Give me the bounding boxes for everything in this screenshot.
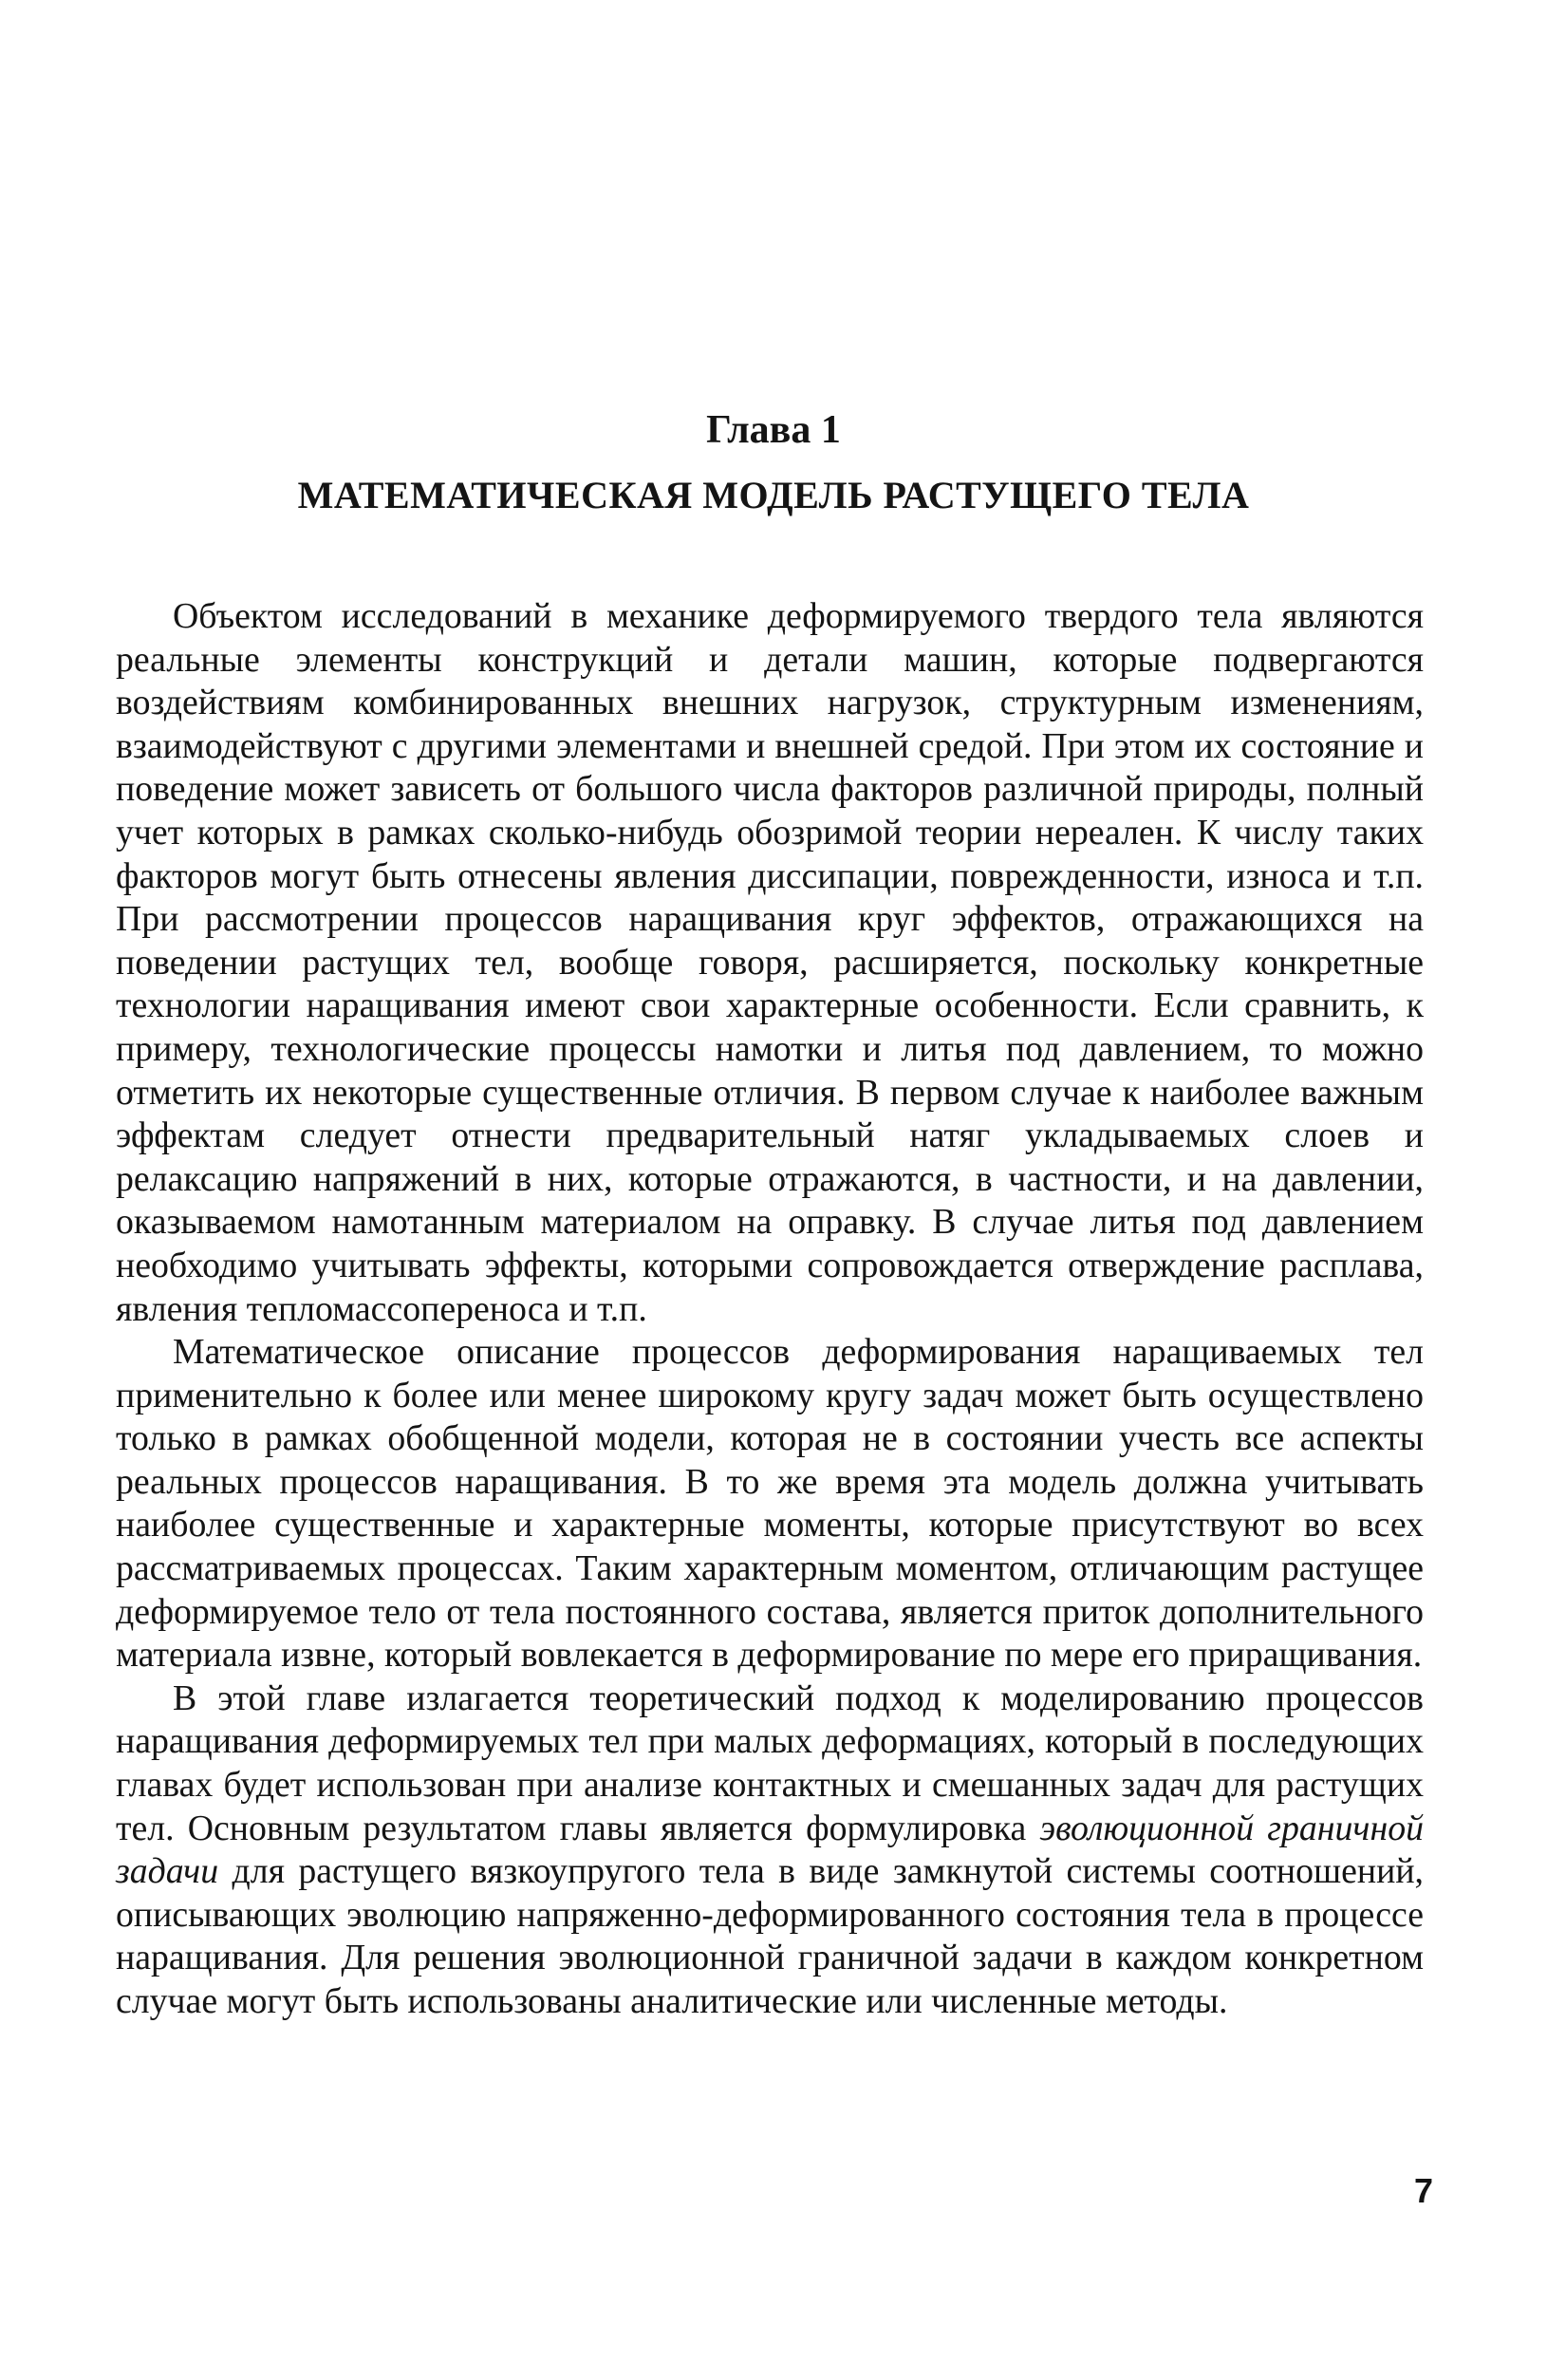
body-text — [116, 595, 1424, 2024]
paragraph-3-emphasis: эволюционной граничной задачи — [116, 1808, 1424, 1892]
paragraph-3-text-end: для растущего вязкоупругого тела в виде замкнутой системы соотношений, описывающих эволюцию напряженно-деформированного состояния тела в процессе наращивания. Для решения эволюционной граничной задачи в каждом конкретном случае могут быть использованы аналитические или численные методы. — [116, 1851, 1424, 2021]
paragraph-2: Математическое описание процессов деформирования наращиваемых тел применительно к более или менее широкому кругу задач может быть осуществлено только в рамках обобщенной модели, которая не в состоянии учесть все аспекты реальных процессов наращивания. В то же время эта модель должна учитывать наиболее существенные и характерные моменты, которые присутствуют во всех рассматриваемых процессах. Таким характерным моментом, отличающим растущее деформируемое тело от тела постоянного состава, является приток дополнительного материала извне, который вовлекается в деформирование по мере его приращивания. — [116, 1332, 1424, 1676]
chapter-title: МАТЕМАТИЧЕСКАЯ МОДЕЛЬ РАСТУЩЕГО ТЕЛА — [297, 474, 1250, 516]
paragraph-3 — [116, 1677, 1424, 2024]
paragraph-1: Объектом исследований в механике деформируемого твердого тела являются реальные элементы конструкций и детали машин, которые подвергаются воздействиям комбинированных внешних нагрузок, структурным изменениям, взаимодействуют с другими элементами и внешней средой. При этом их состояние и поведение может зависеть от большого числа факторов различной природы, полный учет которых в рамках сколько-нибудь обозримой теории нереален. К числу таких факторов могут быть отнесены явления диссипации, поврежденности, износа и т.п. При рассмотрении процессов наращивания круг эффектов, отражающихся на поведении растущих тел, вообще говоря, расширяется, поскольку конкретные технологии наращивания имеют свои характерные особенности. Если сравнить, к примеру, технологические процессы намотки и литья под давлением, то можно отметить их некоторые существенные отличия. В первом случае к наиболее важным эффектам следует отнести предварительный натяг укладываемых слоев и релаксацию напряжений в них, которые отражаются, в частности, и на давлении, оказываемом намотанным материалом на оправку. В случае литья под давлением необходимо учитывать эффекты, которыми сопровождается отверждение расплава, явления тепломассопереноса и т.п. — [116, 596, 1424, 1329]
page-number: 7 — [1413, 2171, 1433, 2210]
chapter-label: Глава 1 — [706, 408, 841, 452]
paragraph-3-text-start: В этой главе излагается теоретический подход к моделированию процессов наращивания деформируемых тел при малых деформациях, который в последующих главах будет использован при анализе контактных и смешанных задач для растущих тел. Основным результатом главы является формулировка — [116, 1677, 1424, 1848]
